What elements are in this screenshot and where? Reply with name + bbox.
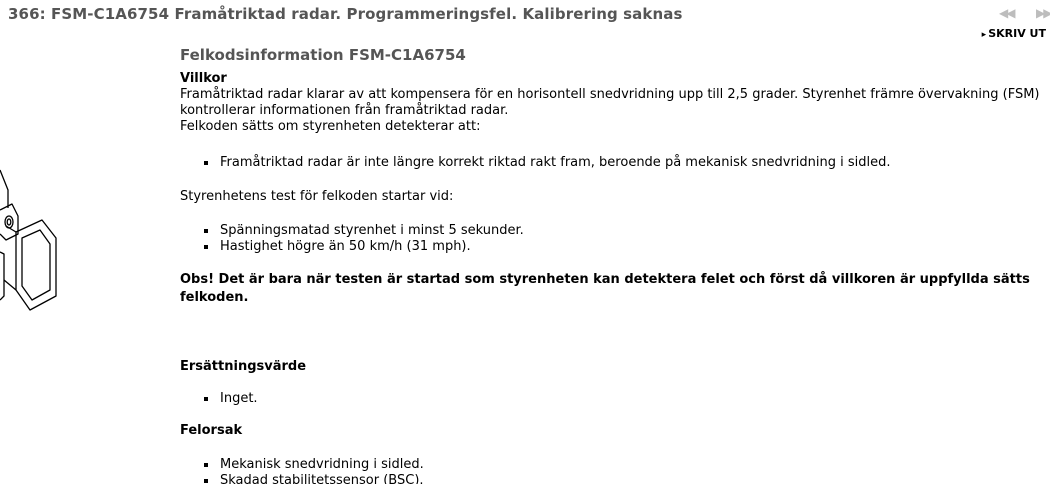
list-item: Skadad stabilitetssensor (BSC). — [204, 473, 1042, 484]
note-text: Obs! Det är bara när testen är startad som styrenheten kan detektera felet och först då villkoren är uppfyllda sätts felkoden. — [180, 272, 1030, 305]
chevron-right-icon: ▸ — [981, 30, 987, 40]
list-item: Mekanisk snedvridning i sidled. — [204, 457, 1042, 473]
page-title: 366: FSM-C1A6754 Framåtriktad radar. Programmeringsfel. Kalibrering saknas — [8, 5, 683, 23]
list-item: Framåtriktad radar är inte längre korrekt riktad rakt fram, beroende på mekanisk snedvridning i sidled. — [204, 155, 1042, 171]
conditions-heading: Villkor — [180, 71, 227, 86]
fault-cause-list — [180, 457, 1042, 484]
print-button[interactable] — [982, 27, 1046, 40]
previous-page-icon[interactable]: ◀◀ — [999, 6, 1014, 20]
print-label: SKRIV UT — [988, 27, 1046, 40]
list-item: Spänningsmatad styrenhet i minst 5 sekunder. — [204, 223, 1042, 239]
next-page-icon[interactable]: ▶▶ — [1036, 6, 1050, 20]
radar-sensor-icon — [0, 168, 62, 320]
substitute-value-list — [180, 391, 1042, 407]
trigger-paragraph: Felkoden sätts om styrenheten detekterar att: — [180, 119, 481, 134]
trigger-list — [180, 155, 1042, 171]
test-start-list — [180, 223, 1042, 255]
test-start-paragraph: Styrenhetens test för felkoden startar vid: — [180, 189, 454, 204]
fault-cause-heading: Felorsak — [180, 423, 243, 438]
conditions-paragraph: Framåtriktad radar klarar av att kompensera för en horisontell snedvridning upp till 2,5 grader. Styrenhet främre övervakning (FSM) kontrollerar informationen från framåtriktad radar. — [180, 87, 1040, 118]
fault-code-content — [180, 46, 1042, 484]
list-item: Hastighet högre än 50 km/h (31 mph). — [204, 239, 1042, 255]
list-item: Inget. — [204, 391, 1042, 407]
substitute-value-heading: Ersättningsvärde — [180, 359, 307, 374]
section-title: Felkodsinformation FSM-C1A6754 — [180, 46, 466, 64]
